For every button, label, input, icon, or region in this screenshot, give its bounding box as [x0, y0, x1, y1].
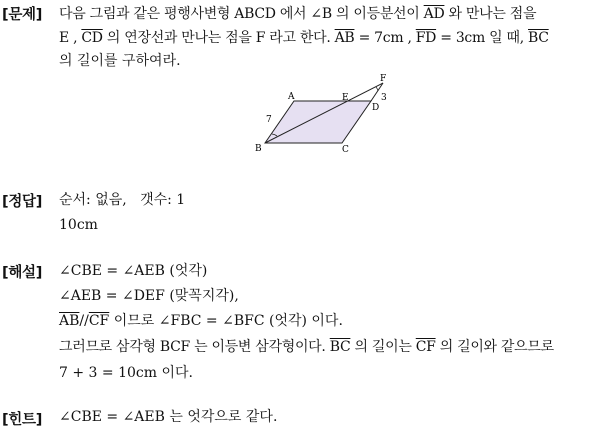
label-b: B: [255, 144, 262, 154]
problem-line-3: 의 길이를 구하여라.: [59, 53, 181, 69]
label-a: A: [288, 92, 295, 102]
explanation-line-1: ∠CBE = ∠AEB (엇각): [59, 263, 208, 279]
segment-cf: $\overline{CF}$: [88, 313, 110, 329]
label-f: F: [380, 74, 387, 84]
explanation-line-5: 7 + 3 = 10cm 이다.: [59, 365, 193, 381]
problem-line-2: E , $\overline{CD}$ 의 연장선과 만나는 점을 F 라고 한다. $\overline{AB} = 7cm$ , $\overline{FD} = 3cm$ 일 때, $\overline{BC}$: [59, 30, 549, 46]
hint-text: ∠CBE = ∠AEB 는 엇각으로 같다.: [59, 409, 278, 425]
segment-ad: $\overline{AD}$: [423, 6, 445, 22]
label-e: E: [342, 93, 349, 103]
segment-bc: $\overline{BC}$: [528, 30, 549, 46]
hint-tag: [힌트]: [2, 412, 43, 428]
label-c: C: [342, 145, 349, 155]
label-d: D: [372, 103, 380, 113]
explanation-line-4: 그러므로 삼각형 BCF 는 이등변 삼각형이다. $\overline{BC}$ 의 길이는 $\overline{CF}$ 의 길이와 같으므로: [59, 339, 554, 355]
explanation-line-2: ∠AEB = ∠DEF (맞꼭지각),: [59, 288, 239, 304]
explanation-tag: [해설]: [2, 265, 43, 281]
answer-text: 순서: 없음, 갯수: 1: [59, 192, 186, 208]
segment-cd: $\overline{CD}$: [81, 30, 103, 46]
segment-ab: $\overline{AB}$: [59, 313, 80, 329]
parallelogram-figure: [250, 72, 400, 157]
explanation-line-3: $\overline{AB}//\overline{CF}$ 이므로 ∠FBC = ∠BFC (엇각) 이다.: [59, 313, 343, 329]
length-ab-label: 7: [266, 115, 272, 125]
segment-bc: $\overline{BC}$: [329, 339, 351, 355]
segment-cf: $\overline{CF}$: [415, 339, 436, 355]
segment-fd: $\overline{FD}$: [415, 30, 437, 46]
segment-ab: $\overline{AB}$: [334, 30, 355, 46]
answer-tag: [정답]: [2, 194, 43, 210]
angle-arc-f: [376, 87, 378, 91]
length-fd-label: 3: [381, 93, 387, 103]
parallelogram-shape: [265, 101, 371, 143]
problem-tag: [문제]: [2, 7, 43, 23]
answer-value: 10cm: [59, 217, 98, 233]
problem-line-1: 다음 그림과 같은 평행사변형 ABCD 에서 ∠B 의 이등분선이 $\overline{AD}$ 와 만나는 점을: [59, 6, 537, 22]
